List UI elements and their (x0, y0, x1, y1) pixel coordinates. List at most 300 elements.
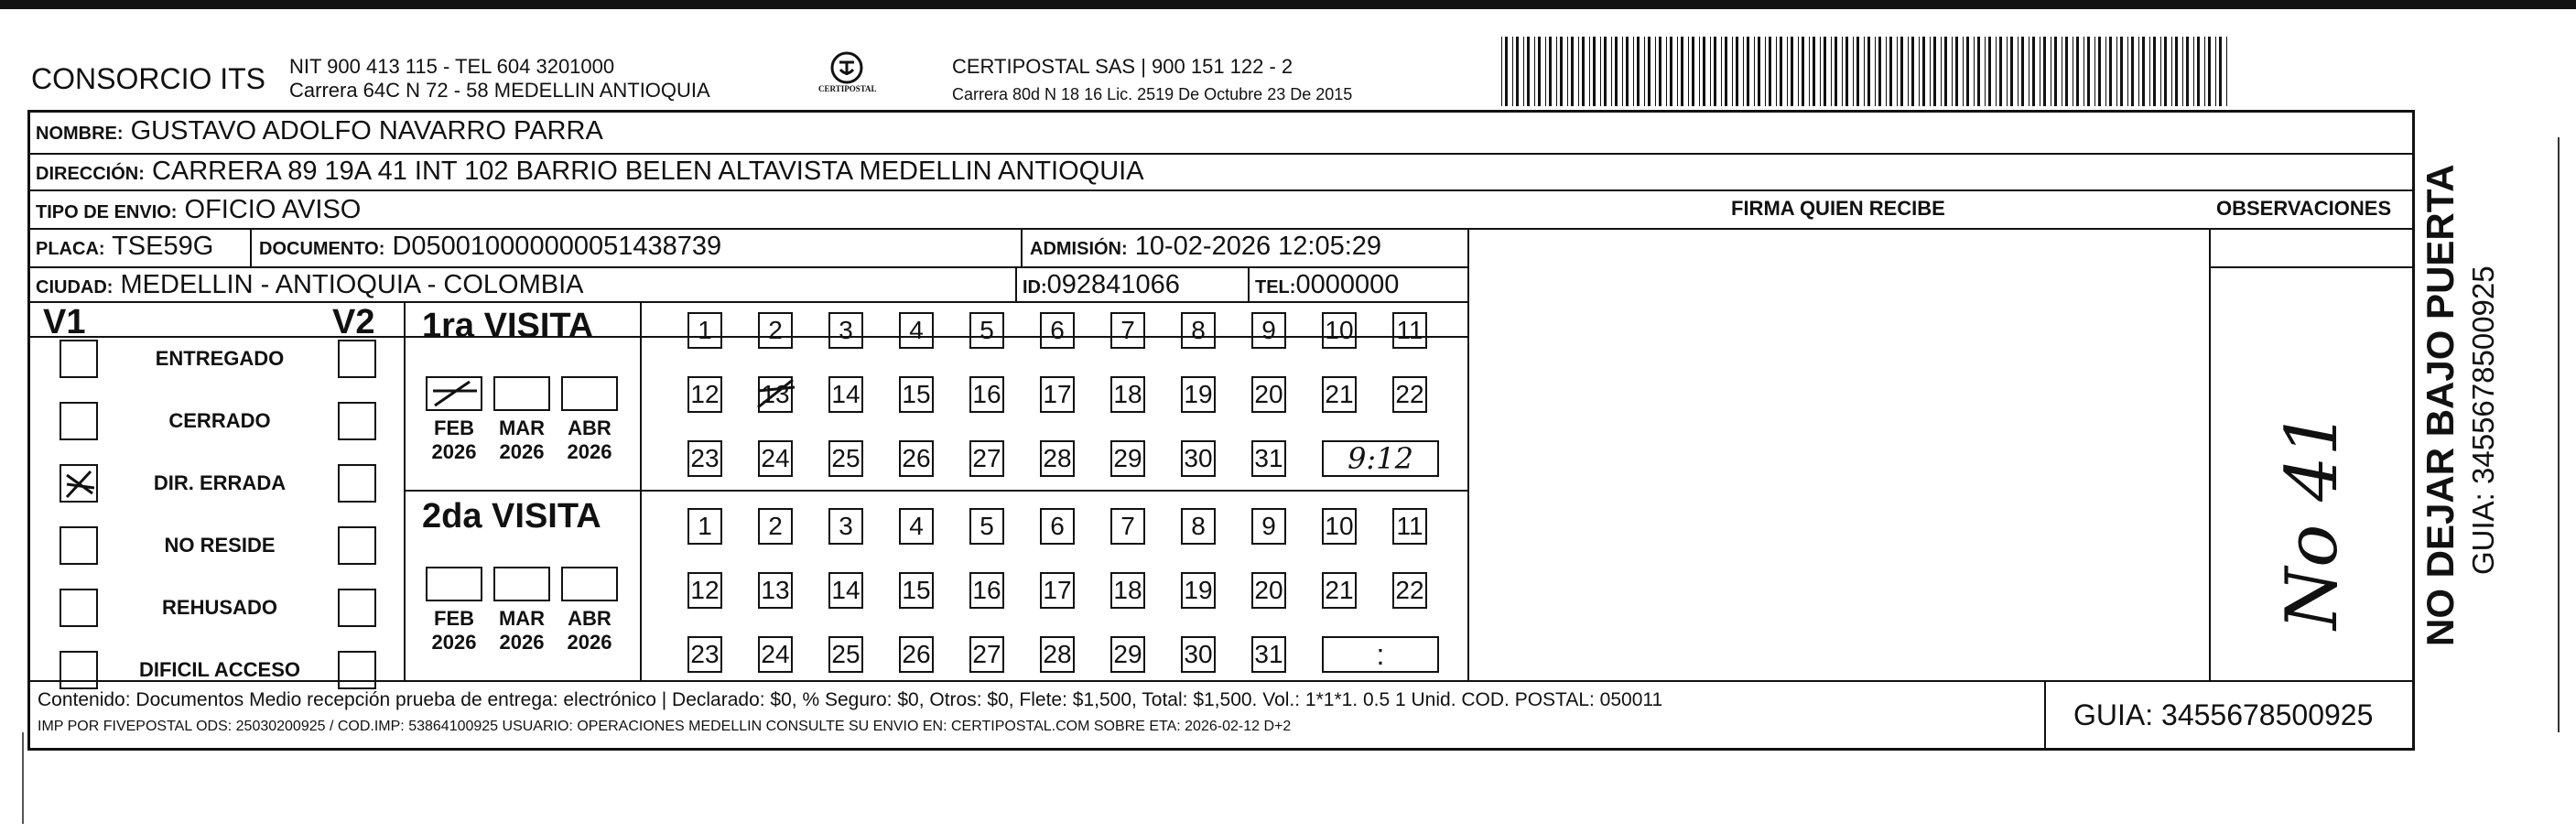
barcode-bar (2164, 37, 2167, 106)
obs-header-line (2209, 266, 2412, 268)
day-box[interactable]: 9 (1251, 508, 1286, 545)
day-box[interactable]: 25 (828, 636, 863, 673)
day-box[interactable]: 13 (758, 376, 793, 413)
day-box[interactable]: 10 (1322, 508, 1357, 545)
admision-label: ADMISIÓN: (1030, 239, 1128, 259)
footer-guia: GUIA: 3455678500925 (2073, 698, 2374, 731)
v1-title: V1 (43, 303, 86, 341)
barcode-bar (1703, 37, 1705, 106)
logo-text: CERTIPOSTAL (818, 84, 877, 93)
barcode-bar (2007, 37, 2008, 106)
barcode-bar (2120, 37, 2123, 106)
row-divider (30, 228, 2412, 230)
barcode-bar (2021, 37, 2024, 106)
form-frame (27, 110, 2415, 751)
barcode-bar (1714, 37, 1716, 106)
v2-checkbox[interactable] (338, 402, 376, 440)
barcode-bar (1648, 37, 1651, 106)
day-box[interactable]: 15 (899, 376, 934, 413)
barcode-bar (1988, 37, 1991, 106)
barcode-bar (1802, 37, 1804, 106)
barcode-bar (2065, 37, 2068, 106)
barcode-bar (1791, 37, 1793, 106)
barcode-bar (2018, 37, 2019, 106)
v1-checkbox[interactable] (60, 402, 98, 440)
barcode-bar (2054, 37, 2057, 106)
status-label: NO RESIDE (164, 534, 276, 557)
day-box[interactable]: 21 (1322, 572, 1357, 609)
barcode-bar (1856, 37, 1859, 106)
barcode-bar (2094, 37, 2095, 106)
barcode-bar (1878, 37, 1881, 106)
barcode-bar (2197, 37, 2200, 106)
barcode-bar (1952, 37, 1953, 106)
row-divider (30, 189, 2412, 191)
top-border (0, 0, 2576, 9)
barcode-bar (1798, 37, 1799, 106)
barcode-bar (2076, 37, 2079, 106)
barcode-bar (1831, 37, 1832, 106)
barcode-bar (1567, 37, 1568, 106)
barcode-bar (2193, 37, 2194, 106)
months-divider (640, 301, 642, 680)
barcode-bar (2204, 37, 2205, 106)
barcode-bar (1911, 37, 1914, 106)
day-box[interactable]: 19 (1181, 572, 1216, 609)
barcode-bar (1615, 37, 1618, 106)
month-name: ABR (568, 607, 612, 630)
day-box[interactable]: 15 (899, 572, 934, 609)
barcode-bar (1549, 37, 1552, 106)
barcode-bar (2142, 37, 2145, 106)
row-divider (30, 301, 1467, 303)
edge-line (2558, 137, 2560, 732)
month-checkbox[interactable] (493, 376, 550, 411)
barcode-bar (2032, 37, 2035, 106)
month-year: 2026 (431, 631, 477, 654)
barcode-bar (2138, 37, 2139, 106)
status-label: CERRADO (168, 409, 271, 432)
barcode-bar (1996, 37, 1997, 106)
month-label (490, 416, 554, 464)
day-box[interactable]: 12 (687, 376, 722, 413)
day-box[interactable]: 12 (687, 572, 722, 609)
barcode-bar (2215, 37, 2216, 106)
day-box[interactable]: 13 (758, 572, 793, 609)
month-name: MAR (498, 607, 546, 630)
day-box[interactable]: 30 (1181, 440, 1216, 477)
address-line: Carrera 64C N 72 - 58 MEDELLIN ANTIOQUIA (289, 79, 710, 102)
month-year: 2026 (567, 631, 612, 654)
admision-divider (1021, 228, 1023, 266)
barcode-bar (1593, 37, 1596, 106)
tipo-field (36, 195, 361, 225)
barcode-bar (1582, 37, 1585, 106)
nombre-field (36, 116, 603, 146)
barcode-bar (1534, 37, 1535, 106)
day-box[interactable]: 16 (969, 376, 1004, 413)
barcode-bar (1710, 37, 1711, 106)
month-label (422, 607, 486, 654)
side-guia: GUIA: 3455678500925 (2466, 265, 2500, 575)
barcode-bar (1633, 37, 1634, 106)
time-box[interactable]: : (1322, 636, 1439, 673)
day-box[interactable]: 6 (1040, 312, 1075, 349)
barcode-bar (1560, 37, 1563, 106)
day-box[interactable]: 19 (1181, 376, 1216, 413)
barcode-bar (1963, 37, 1964, 106)
footer-contenido: Contenido: Documentos Medio recepción prueba de entrega: electrónico | Declarado: $0, % Seguro: $0, Otros: $0, Flete: $1,500, Total: $1,500. Vol.: 1*1*1. 0.5 1 Unid. COD. POSTAL: 050011 (38, 689, 1663, 710)
v1-checkbox[interactable] (60, 464, 98, 503)
barcode-bar (2116, 37, 2117, 106)
day-box[interactable]: 8 (1181, 508, 1216, 545)
day-box[interactable]: 20 (1251, 572, 1286, 609)
v2-title: V2 (332, 303, 375, 341)
barcode-bar (1944, 37, 1947, 106)
day-box[interactable]: 2 (758, 508, 793, 545)
day-box[interactable]: 16 (969, 572, 1004, 609)
handwritten-observation: No 41 (2271, 410, 2354, 630)
barcode-bar (1875, 37, 1876, 106)
day-box[interactable]: 29 (1110, 636, 1145, 673)
barcode-bar (1527, 37, 1530, 106)
direccion-value: CARRERA 89 19A 41 INT 102 BARRIO BELEN ALTAVISTA MEDELLIN ANTIOQUIA (151, 157, 1144, 186)
first-visit-title: 1ra VISITA (422, 307, 594, 345)
barcode-bar (2149, 37, 2150, 106)
barcode-bar (2127, 37, 2128, 106)
v2-checkbox[interactable] (338, 526, 376, 565)
row-divider (30, 153, 2412, 155)
tel-value: 0000000 (1295, 270, 1400, 299)
v1-checkbox[interactable] (60, 589, 98, 627)
placa-label: PLACA: (36, 239, 105, 259)
barcode-bar (1736, 37, 1738, 106)
barcode-bar (2153, 37, 2156, 106)
barcode-bar (2043, 37, 2046, 106)
barcode-bar (1538, 37, 1541, 106)
observaciones-header: OBSERVACIONES (2216, 197, 2392, 220)
barcode-bar (1516, 37, 1519, 106)
barcode-bar (1611, 37, 1612, 106)
day-box[interactable]: 9 (1251, 312, 1286, 349)
day-box[interactable]: 26 (899, 440, 934, 477)
barcode-bar (2131, 37, 2134, 106)
company-name: CONSORCIO ITS (31, 62, 266, 95)
month-label (557, 607, 622, 654)
barcode-bar (1655, 37, 1656, 106)
status-label: ENTREGADO (155, 347, 285, 370)
day-box[interactable]: 2 (758, 312, 793, 349)
documento-field (259, 232, 721, 262)
placa-value: TSE59G (112, 232, 214, 261)
barcode-bar (1688, 37, 1689, 106)
day-box[interactable]: 7 (1110, 312, 1145, 349)
barcode-bar (1578, 37, 1579, 106)
id-value: 092841066 (1046, 270, 1180, 299)
day-box[interactable]: 20 (1251, 376, 1286, 413)
barcode-bar (2105, 37, 2106, 106)
certi-line1: CERTIPOSTAL SAS | 900 151 122 - 2 (952, 55, 1293, 78)
barcode-bar (1908, 37, 1909, 106)
day-box[interactable]: 31 (1251, 636, 1286, 673)
day-box[interactable]: 5 (969, 508, 1004, 545)
barcode-bar (1966, 37, 1969, 106)
day-box[interactable]: 22 (1392, 572, 1427, 609)
v2-checkbox[interactable] (338, 651, 376, 689)
row-divider (30, 266, 1467, 268)
barcode-bar (2010, 37, 2013, 106)
barcode-bar (2098, 37, 2101, 106)
barcode-bar (1824, 37, 1826, 106)
barcode-bar (1743, 37, 1744, 106)
id-field (1023, 270, 1180, 300)
no-dejar-bajo-puerta: NO DEJAR BAJO PUERTA (2419, 164, 2462, 646)
day-box[interactable]: 24 (758, 440, 793, 477)
barcode-bar (2186, 37, 2189, 106)
barcode-bar (1886, 37, 1887, 106)
visit-divider (404, 490, 1467, 492)
month-name: FEB (434, 416, 474, 439)
day-box[interactable]: 6 (1040, 508, 1075, 545)
certipostal-logo (806, 48, 888, 103)
month-checkbox[interactable] (493, 567, 550, 601)
v1-checkbox[interactable] (60, 651, 98, 689)
month-name: FEB (434, 607, 474, 630)
day-box[interactable]: 30 (1181, 636, 1216, 673)
tipo-label: TIPO DE ENVIO: (36, 202, 178, 222)
barcode-bar (1721, 37, 1722, 106)
tel-field (1255, 270, 1399, 300)
barcode-bar (1780, 37, 1782, 106)
tel-divider (1248, 266, 1250, 301)
firma-header: FIRMA QUIEN RECIBE (1731, 197, 1945, 220)
barcode-bar (2208, 37, 2211, 106)
v2-checkbox[interactable] (338, 464, 376, 503)
id-label: ID: (1023, 277, 1047, 298)
month-label (422, 416, 486, 464)
barcode-bar (1845, 37, 1848, 106)
barcode-bar (1941, 37, 1942, 106)
company-info (289, 55, 710, 103)
edge-line (22, 732, 24, 824)
day-box[interactable]: 18 (1110, 376, 1145, 413)
day-box[interactable]: 17 (1040, 572, 1075, 609)
day-box[interactable]: 3 (828, 508, 863, 545)
barcode-bar (1955, 37, 1958, 106)
day-box[interactable]: 11 (1392, 508, 1427, 545)
barcode (1501, 37, 2234, 106)
barcode-bar (1747, 37, 1749, 106)
barcode-bar (1776, 37, 1777, 106)
barcode-bar (1692, 37, 1694, 106)
day-box[interactable]: 4 (899, 312, 934, 349)
day-box[interactable]: 27 (969, 636, 1004, 673)
barcode-bar (1765, 37, 1766, 106)
placa-divider (250, 228, 252, 266)
day-box[interactable]: 14 (828, 376, 863, 413)
check-mark-icon (61, 466, 98, 503)
barcode-bar (1556, 37, 1557, 106)
firma-column-line (1467, 228, 1469, 680)
barcode-bar (2171, 37, 2172, 106)
month-year: 2026 (431, 440, 477, 463)
barcode-bar (1589, 37, 1590, 106)
barcode-bar (1864, 37, 1865, 106)
barcode-bar (1930, 37, 1931, 106)
day-box[interactable]: 11 (1392, 312, 1427, 349)
day-box[interactable]: 24 (758, 636, 793, 673)
footer-imp: IMP POR FIVEPOSTAL ODS: 25030200925 / COD.IMP: 53864100925 USUARIO: OPERACIONES MEDELLIN CONSULTE SU ENVIO EN: CERTIPOSTAL.COM SOBRE ETA: 2026-02-12 D+2 (38, 719, 1292, 734)
barcode-bar (1758, 37, 1760, 106)
barcode-bar (1501, 37, 1502, 106)
barcode-bar (1813, 37, 1815, 106)
barcode-bar (1754, 37, 1755, 106)
barcode-bar (2182, 37, 2183, 106)
barcode-bar (1600, 37, 1601, 106)
id-divider (1015, 266, 1017, 301)
barcode-bar (1933, 37, 1936, 106)
barcode-bar (1889, 37, 1892, 106)
day-box[interactable]: 29 (1110, 440, 1145, 477)
barcode-bar (2160, 37, 2161, 106)
barcode-bar (1985, 37, 1986, 106)
month-name: ABR (568, 416, 612, 439)
documento-label: DOCUMENTO: (259, 239, 385, 259)
month-checkbox[interactable] (561, 567, 618, 601)
admision-value: 10-02-2026 12:05:29 (1134, 232, 1382, 261)
v2-checkbox[interactable] (338, 589, 376, 627)
status-label: DIR. ERRADA (153, 471, 287, 494)
barcode-bar (1835, 37, 1837, 106)
barcode-bar (2226, 37, 2227, 106)
ciudad-field (36, 270, 584, 300)
day-box[interactable]: 1 (687, 508, 722, 545)
day-box[interactable]: 23 (687, 440, 722, 477)
barcode-bar (1867, 37, 1870, 106)
barcode-bar (1681, 37, 1683, 106)
barcode-bar (1637, 37, 1640, 106)
barcode-bar (1677, 37, 1678, 106)
month-checkbox[interactable] (561, 376, 618, 411)
v1-checkbox[interactable] (60, 340, 98, 378)
day-box[interactable]: 5 (969, 312, 1004, 349)
day-box[interactable]: 28 (1040, 440, 1075, 477)
barcode-bar (1853, 37, 1854, 106)
tipo-value: OFICIO AVISO (184, 195, 362, 224)
barcode-bar (1974, 37, 1975, 106)
nit-line: NIT 900 413 115 - TEL 604 3201000 (289, 55, 615, 78)
barcode-bar (2219, 37, 2222, 106)
admision-field (1030, 232, 1381, 262)
barcode-bar (1787, 37, 1788, 106)
barcode-bar (1922, 37, 1925, 106)
barcode-bar (2109, 37, 2112, 106)
month-checkbox[interactable] (426, 567, 482, 601)
barcode-bar (1919, 37, 1920, 106)
barcode-bar (1604, 37, 1607, 106)
barcode-bar (1999, 37, 2002, 106)
placa-field (36, 232, 213, 262)
barcode-bar (1666, 37, 1667, 106)
barcode-bar (1512, 37, 1513, 106)
check-mark-icon (756, 376, 796, 413)
day-box[interactable]: 25 (828, 440, 863, 477)
barcode-bar (2175, 37, 2178, 106)
status-divider (404, 301, 406, 680)
day-box[interactable]: 1 (687, 312, 722, 349)
check-mark-icon (428, 378, 482, 411)
barcode-bar (1900, 37, 1903, 106)
barcode-bar (1659, 37, 1661, 106)
day-box[interactable]: 14 (828, 572, 863, 609)
documento-value: D050010000000051438739 (392, 232, 722, 261)
certi-line2: Carrera 80d N 18 16 Lic. 2519 De Octubre 23 De 2015 (952, 85, 1353, 103)
barcode-bar (1523, 37, 1524, 106)
barcode-bar (1699, 37, 1700, 106)
day-box[interactable]: 27 (969, 440, 1004, 477)
day-box[interactable]: 10 (1322, 312, 1357, 349)
time-box[interactable]: 9:12 (1322, 440, 1439, 477)
status-label: DIFICIL ACCESO (138, 658, 300, 681)
ciudad-label: CIUDAD: (36, 277, 114, 298)
month-label (557, 416, 622, 464)
day-box[interactable]: 7 (1110, 508, 1145, 545)
day-box[interactable]: 22 (1392, 376, 1427, 413)
barcode-bar (1842, 37, 1843, 106)
v1-checkbox[interactable] (60, 526, 98, 565)
tel-label: TEL: (1255, 277, 1296, 298)
barcode-bar (1545, 37, 1546, 106)
barcode-bar (1977, 37, 1980, 106)
day-box[interactable]: 31 (1251, 440, 1286, 477)
barcode-bar (1725, 37, 1727, 106)
direccion-label: DIRECCIÓN: (36, 164, 145, 184)
barcode-bar (1820, 37, 1821, 106)
barcode-bar (1732, 37, 1733, 106)
footer-divider (30, 680, 2412, 682)
month-label (490, 607, 554, 654)
day-box[interactable]: 3 (828, 312, 863, 349)
day-box[interactable]: 21 (1322, 376, 1357, 413)
barcode-bar (1644, 37, 1645, 106)
barcode-bar (1626, 37, 1629, 106)
nombre-label: NOMBRE: (36, 124, 124, 144)
month-year: 2026 (499, 631, 545, 654)
ciudad-value: MEDELLIN - ANTIOQUIA - COLOMBIA (120, 270, 584, 299)
day-box[interactable]: 26 (899, 636, 934, 673)
barcode-bar (1809, 37, 1810, 106)
month-year: 2026 (567, 440, 612, 463)
day-box[interactable]: 8 (1181, 312, 1216, 349)
month-name: MAR (498, 416, 546, 439)
barcode-bar (1505, 37, 1508, 106)
day-box[interactable]: 17 (1040, 376, 1075, 413)
month-checkbox[interactable] (426, 376, 482, 411)
barcode-bar (2087, 37, 2090, 106)
day-box[interactable]: 4 (899, 508, 934, 545)
barcode-bar (1571, 37, 1574, 106)
day-box[interactable]: 23 (687, 636, 722, 673)
footer-guia-divider (2044, 680, 2046, 748)
day-box[interactable]: 28 (1040, 636, 1075, 673)
nombre-value: GUSTAVO ADOLFO NAVARRO PARRA (130, 116, 603, 146)
barcode-bar (1622, 37, 1623, 106)
v2-checkbox[interactable] (338, 340, 376, 378)
barcode-bar (1769, 37, 1771, 106)
day-box[interactable]: 18 (1110, 572, 1145, 609)
obs-column-line (2209, 228, 2211, 680)
status-label: REHUSADO (162, 596, 277, 619)
